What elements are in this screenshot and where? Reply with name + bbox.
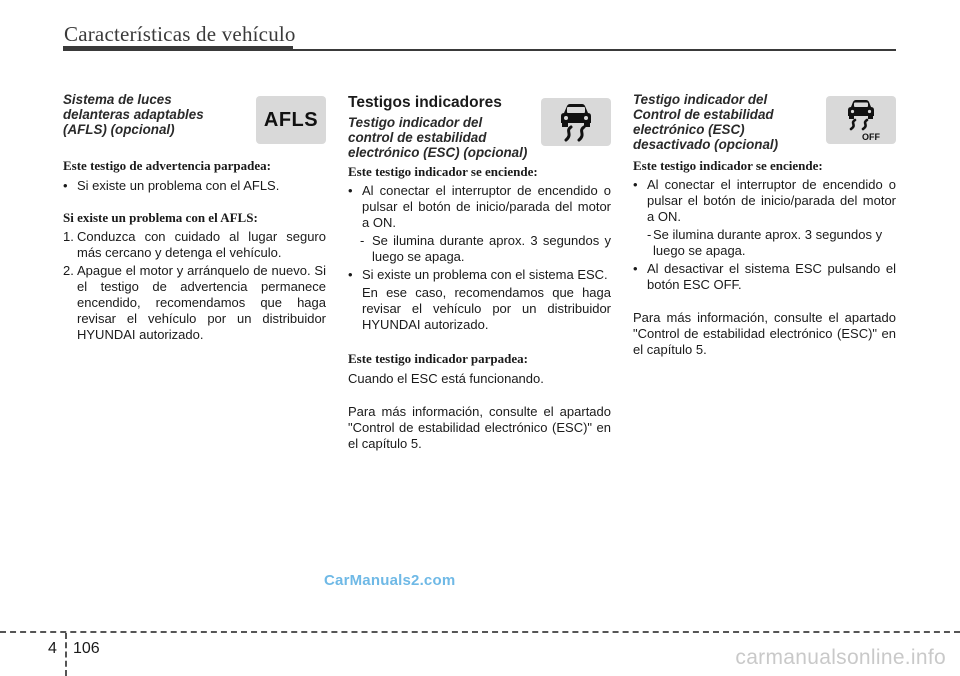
- column-esc-off: [633, 92, 896, 358]
- esc-heading-row: [348, 94, 611, 164]
- afls-heading-row: [63, 92, 326, 158]
- footer-site-watermark: carmanualsonline.info: [735, 646, 946, 669]
- esc-off-heading-row: [633, 92, 896, 158]
- esc-blink-text: Cuando el ESC está funcionando.: [348, 371, 544, 386]
- esc-off-on-label: Este testigo indicador se enciende:: [633, 158, 823, 173]
- list-item: 1. Conduzca con cuidado al lugar seguro más cercano y detenga el vehículo.: [63, 229, 326, 260]
- esc-on-label: Este testigo indicador se enciende:: [348, 164, 538, 179]
- header-rule: [63, 49, 896, 51]
- chapter-number: 4: [48, 640, 57, 657]
- afls-blink-label: Este testigo de advertencia parpadea:: [63, 158, 271, 173]
- list-item: • Si existe un problema con el sistema ESC.: [348, 267, 608, 282]
- section-title: Testigos indicadores: [348, 94, 502, 111]
- footer-rule: [0, 631, 960, 633]
- esc-skid-car-icon: [551, 101, 601, 143]
- list-item: • Al desactivar el sistema ESC pulsando el botón ESC OFF.: [633, 261, 896, 292]
- off-label: OFF: [862, 132, 880, 142]
- list-item: • Al conectar el interruptor de encendido o pulsar el botón de inicio/parada del motor a ON.: [633, 177, 896, 224]
- list-item: En ese caso, recomendamos que haga revisar el vehículo por un distribuidor HYUNDAI autorizado.: [362, 285, 611, 332]
- page-number: 106: [73, 640, 100, 657]
- afls-indicator-badge: [256, 96, 326, 144]
- esc-indicator-badge: [541, 98, 611, 146]
- esc-heading: Testigo indicador del control de estabilidad electrónico (ESC) (opcional): [348, 115, 528, 160]
- esc-off-heading: Testigo indicador del Control de estabilidad electrónico (ESC) desactivado (opcional): [633, 92, 779, 152]
- afls-problem-label: Si existe un problema con el AFLS:: [63, 210, 258, 225]
- esc-off-indicator-badge: [826, 96, 896, 144]
- afls-badge-text: AFLS: [263, 108, 319, 131]
- list-item: - Se ilumina durante aprox. 3 segundos y luego se apaga.: [360, 233, 611, 264]
- afls-heading: Sistema de luces delanteras adaptables (AFLS) (opcional): [63, 92, 204, 137]
- page-header-title: Características de vehículo: [64, 22, 296, 46]
- esc-blink-label: Este testigo indicador parpadea:: [348, 351, 528, 366]
- esc-off-more-info: Para más información, consulte el apartado "Control de estabilidad electrónico (ESC)" en el capítulo 5.: [633, 310, 896, 357]
- column-afls: [63, 92, 326, 343]
- list-item: 2. Apague el motor y arránquelo de nuevo. Si el testigo de advertencia permanece encendido, recomendamos que haga revisar el vehículo por un distribuidor HYUNDAI autorizado.: [63, 263, 326, 342]
- footer-divider: [65, 633, 67, 676]
- column-esc: [348, 92, 611, 452]
- watermark-link[interactable]: CarManuals2.com: [324, 572, 456, 589]
- list-item: - Se ilumina durante aprox. 3 segundos y luego se apaga.: [647, 227, 883, 258]
- list-item: • Al conectar el interruptor de encendido o pulsar el botón de inicio/parada del motor a ON.: [348, 183, 611, 230]
- esc-more-info: Para más información, consulte el apartado "Control de estabilidad electrónico (ESC)" en el capítulo 5.: [348, 404, 611, 451]
- esc-off-skid-car-icon: [836, 98, 886, 142]
- list-item: • Si existe un problema con el AFLS.: [63, 178, 280, 193]
